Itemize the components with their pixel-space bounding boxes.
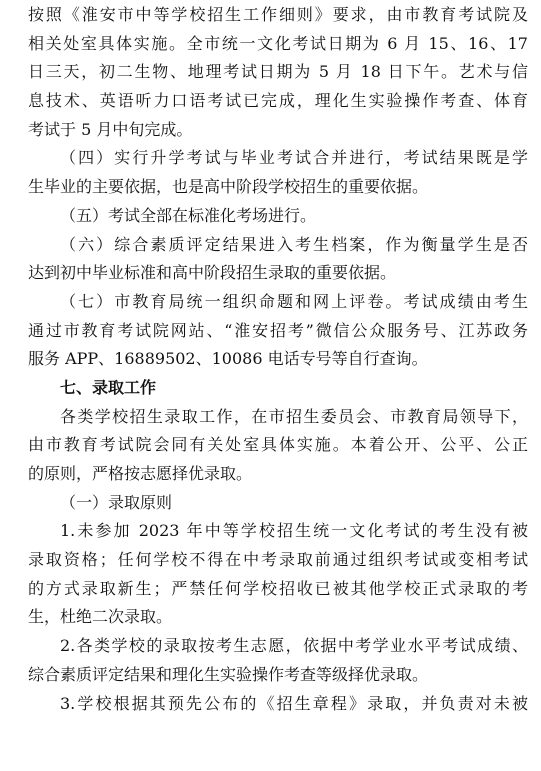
- paragraph-line: 各类学校招生录取工作，在市招生委员会、市教育局领导下，: [60, 406, 528, 426]
- paragraph-line: 录取资格；任何学校不得在中考录取前通过组织考试或变相考试: [28, 550, 528, 570]
- paragraph-line: 综合素质评定结果和理化生实验操作考查等级择优录取。: [28, 664, 429, 684]
- paragraph-line: 的方式录取新生；严禁任何学校招收已被其他学校正式录取的考: [28, 578, 528, 598]
- paragraph-line: 的原则，严格按志愿择优录取。: [28, 464, 253, 483]
- paragraph-line: 息技术、英语听力口语考试已完成，理化生实验操作考查、体育: [28, 91, 528, 111]
- paragraph-line: 相关处室具体实施。全市统一文化考试日期为 6 月 15、16、17: [28, 33, 528, 53]
- document-page: [28, 1, 528, 718]
- paragraph-line: 服务 APP、16889502、10086 电话专号等自行查询。: [28, 349, 428, 369]
- paragraph-line: 生毕业的主要依据，也是高中阶段学校招生的重要依据。: [28, 177, 429, 197]
- paragraph-line: 考试于 5 月中旬完成。: [28, 119, 193, 139]
- paragraph-line: （五）考试全部在标准化考场进行。: [60, 205, 317, 225]
- paragraph-line: 达到初中毕业标准和高中阶段招生录取的重要依据。: [28, 263, 397, 283]
- subsection-heading: （一）录取原则: [60, 492, 173, 512]
- paragraph-line: 2.各类学校的录取按考生志愿，依据中考学业水平考试成绩、: [60, 636, 528, 656]
- paragraph-line: 由市教育考试院会同有关处室具体实施。本着公开、公平、公正: [28, 435, 528, 455]
- paragraph-line: （七）市教育局统一组织命题和网上评卷。考试成绩由考生: [60, 291, 528, 311]
- paragraph-line: 按照《淮安市中等学校招生工作细则》要求，由市教育考试院及: [28, 5, 528, 24]
- paragraph-line: 生，杜绝二次录取。: [28, 607, 173, 627]
- paragraph-line: 日三天，初二生物、地理考试日期为 5 月 18 日下午。艺术与信: [28, 62, 528, 82]
- paragraph-line: 3.学校根据其预先公布的《招生章程》录取，并负责对未被: [60, 693, 528, 713]
- paragraph-line: 通过市教育考试院网站、“淮安招考”微信公众服务号、江苏政务: [28, 320, 528, 340]
- section-heading: 七、录取工作: [60, 377, 157, 397]
- paragraph-line: （四）实行升学考试与毕业考试合并进行，考试结果既是学: [60, 148, 528, 168]
- paragraph-line: 1.未参加 2023 年中等学校招生统一文化考试的考生没有被: [60, 521, 528, 541]
- paragraph-line: （六）综合素质评定结果进入考生档案，作为衡量学生是否: [60, 234, 528, 254]
